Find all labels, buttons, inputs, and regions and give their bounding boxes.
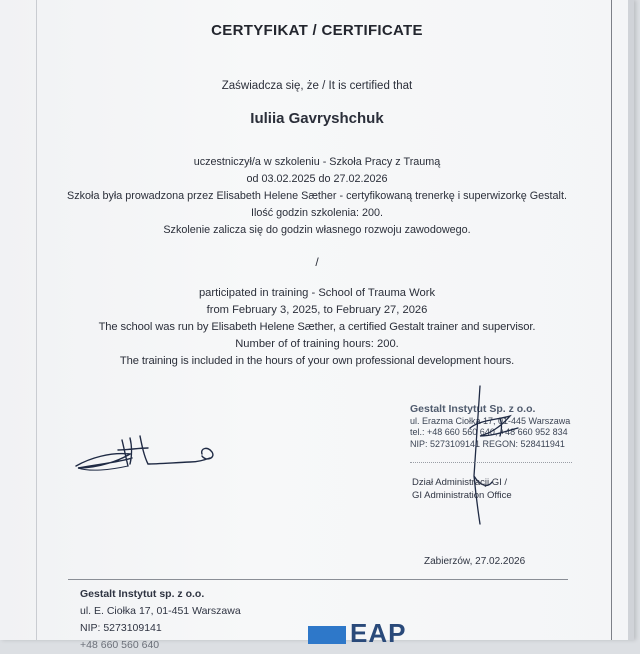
english-text-block [0,285,634,370]
stamp-line: ul. Erazma Ciołka 17, 01-445 Warszawa [410,415,571,426]
footer-block [80,586,241,651]
english-line: The training is included in the hours of your own professional development hours. [119,355,515,367]
eap-logo [308,618,418,648]
footer-company-name: Gestalt Instytut sp. z o.o. [80,588,205,600]
polish-text-block [0,154,634,239]
stamp-company-name: Gestalt Instytut Sp. z o.o. [410,403,536,415]
signature-right [440,376,530,526]
department-label [412,476,512,502]
signature-line [410,462,572,463]
footer-address: ul. E. Ciołka 17, 01-451 Warszawa [80,605,241,617]
department-line: GI Administration Office [412,490,512,501]
english-line: from February 3, 2025, to February 27, 2026 [206,304,428,316]
footer-divider [68,579,568,580]
english-line: The school was run by Elisabeth Helene Sæther, a certified Gestalt trainer and supervisor. [98,321,536,333]
issue-date: Zabierzów, 27.02.2026 [424,556,526,567]
signature-left [70,428,230,478]
certificate-title: CERTYFIKAT / CERTIFICATE [211,22,423,39]
language-separator: / [315,255,319,269]
stamp-line: tel.: +48 660 560 640, +48 660 952 834 [410,427,568,437]
footer-nip: NIP: 5273109141 [80,622,162,634]
polish-line: od 03.02.2025 do 27.02.2026 [246,173,388,185]
polish-line: uczestniczył/a w szkoleniu - Szkoła Pracy z Traumą [193,156,441,168]
eap-logo-text: EAP [350,618,407,648]
english-line: Number of of training hours: 200. [235,338,399,350]
polish-line: Szkolenie zalicza się do godzin własnego rozwoju zawodowego. [163,224,471,236]
stamp-line: NIP: 5273109141 REGON: 528411941 [410,438,565,449]
eap-logo-mark-icon [308,626,346,644]
english-line: participated in training - School of Trauma Work [198,287,436,299]
polish-line: Szkoła była prowadzona przez Elisabeth Helene Sæther - certyfikowaną trenerkę i superwizorkę Gestalt. [67,190,567,202]
department-line: Dział Administracji GI / [412,477,508,488]
certified-line: Zaświadcza się, że / It is certified that [221,80,413,92]
footer-phone: +48 660 560 640 [80,639,160,651]
recipient-name: Iuliia Gavryshchuk [250,110,384,127]
polish-line: Ilość godzin szkolenia: 200. [250,207,384,219]
